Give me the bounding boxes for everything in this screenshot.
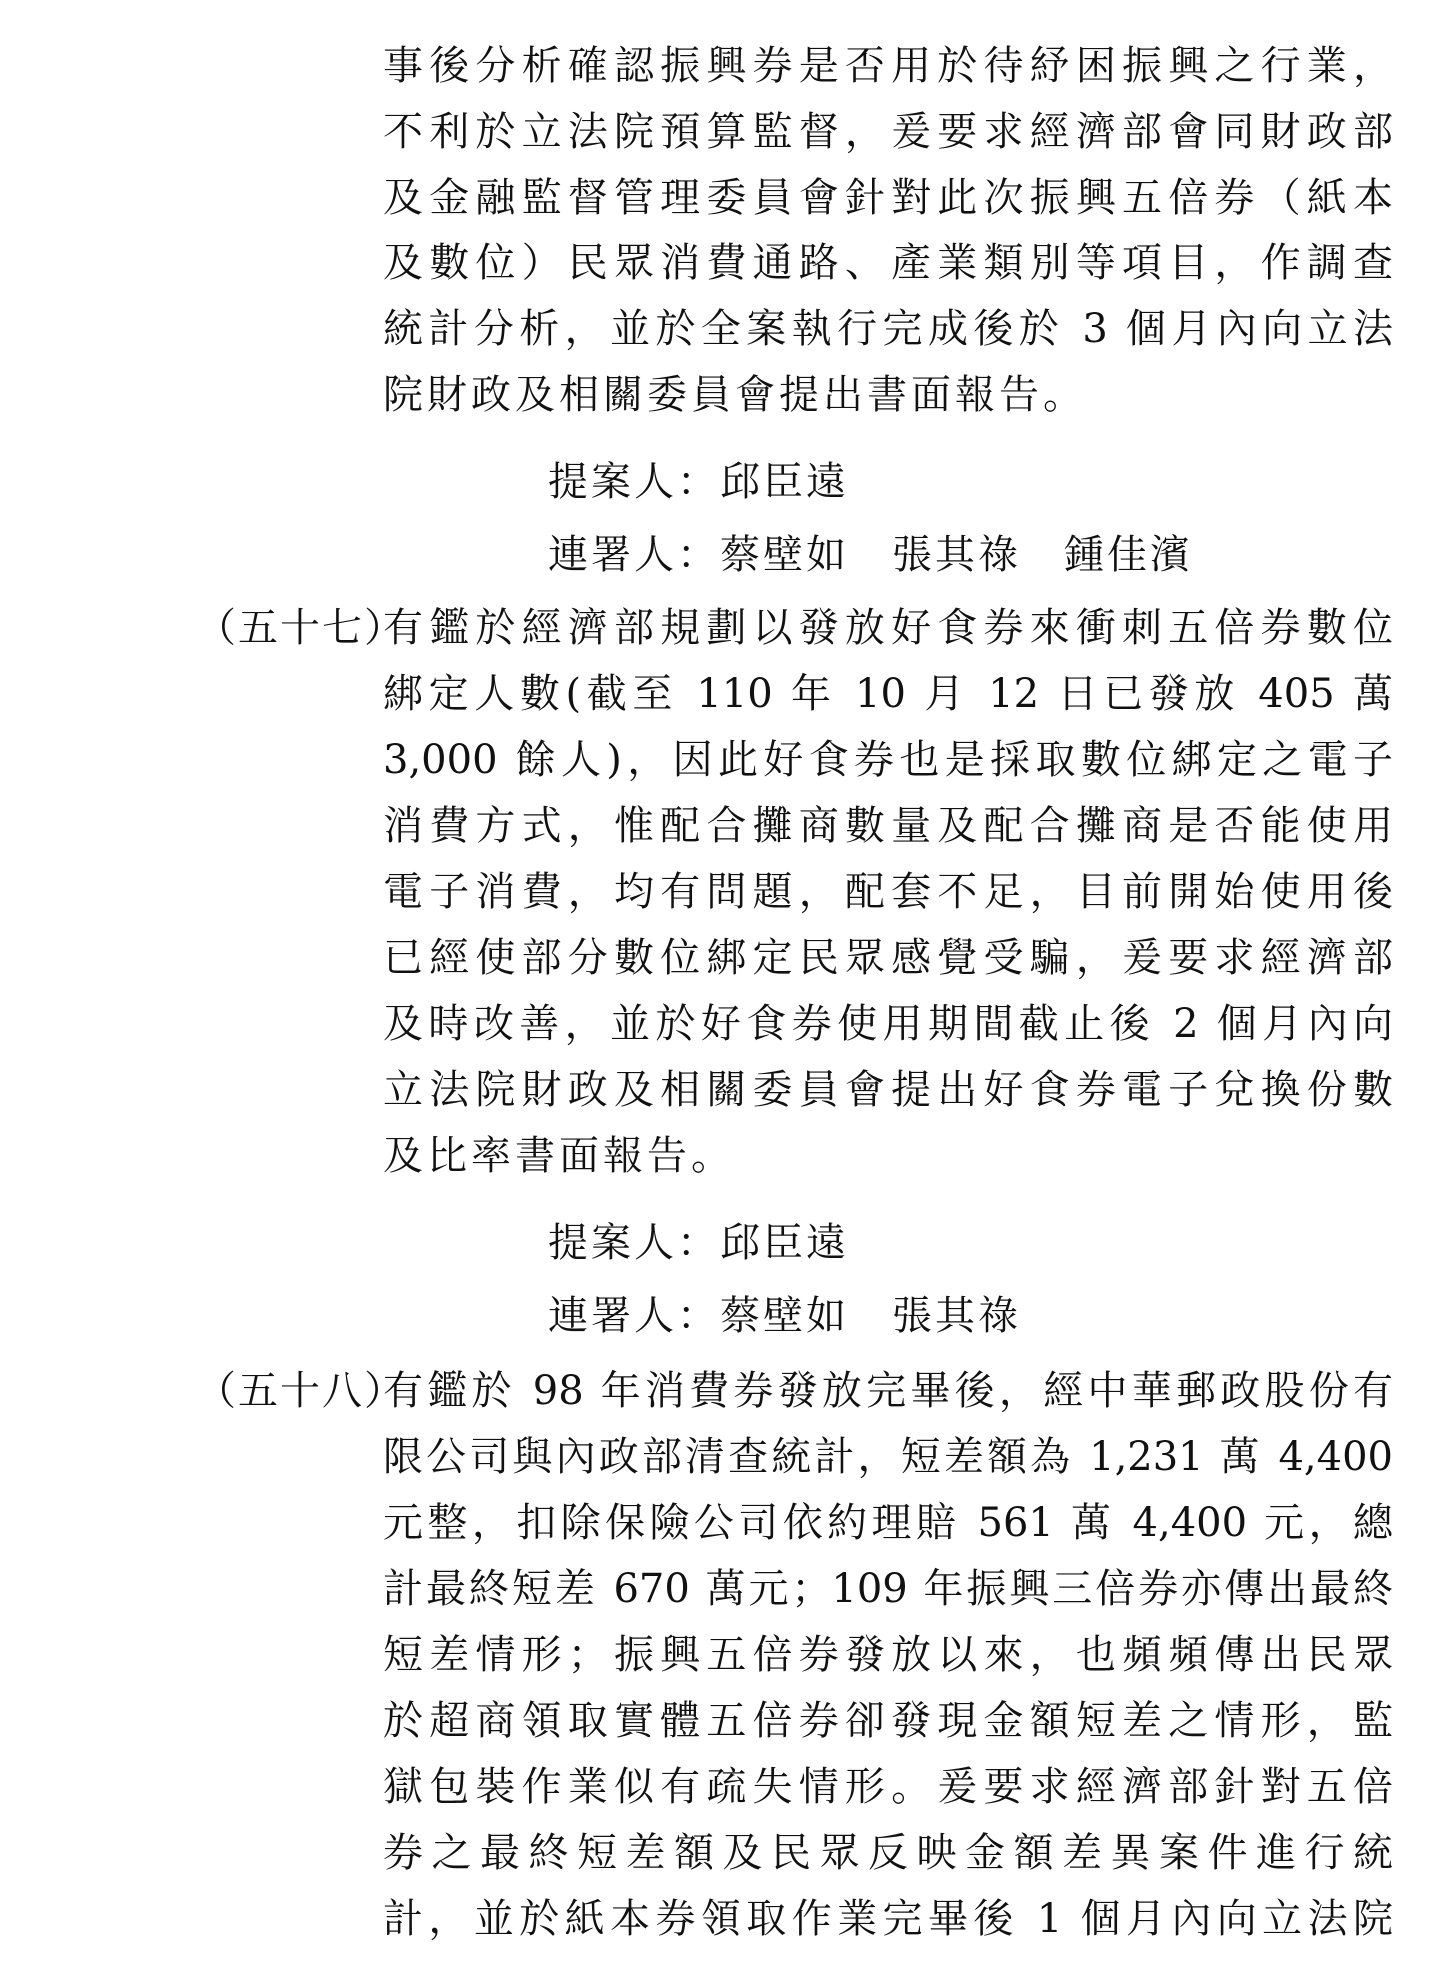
paragraph-line: 立法院財政及相關委員會提出好食券電子兌換份數 [383, 1067, 1393, 1113]
cosigner-line: 連署人：蔡壁如 張其祿 [548, 1293, 1021, 1339]
paragraph-line: 計最終短差 670 萬元；109 年振興三倍券亦傳出最終 [383, 1566, 1393, 1612]
paragraph-line: 計，並於紙本券領取作業完畢後 1 個月內向立法院 [383, 1896, 1393, 1942]
paragraph-line: 有鑑於經濟部規劃以發放好食券來衝刺五倍券數位 [383, 605, 1393, 651]
paragraph-line: 及數位）民眾消費通路、產業類別等項目，作調查 [383, 240, 1393, 286]
paragraph-line: 券之最終短差額及民眾反映金額差異案件進行統 [383, 1830, 1393, 1876]
paragraph-line: 電子消費，均有問題，配套不足，目前開始使用後 [383, 869, 1393, 915]
paragraph-line: 限公司與內政部清查統計，短差額為 1,231 萬 4,400 [383, 1434, 1393, 1480]
proposer-line: 提案人：邱臣遠 [548, 459, 849, 505]
paragraph-line: 不利於立法院預算監督，爰要求經濟部會同財政部 [383, 109, 1393, 155]
paragraph-line: 及金融監督管理委員會針對此次振興五倍券（紙本 [383, 175, 1393, 221]
paragraph-line: 有鑑於 98 年消費券發放完畢後，經中華郵政股份有 [383, 1368, 1393, 1414]
paragraph-line: 綁定人數(截至 110 年 10 月 12 日已發放 405 萬 [383, 671, 1393, 717]
paragraph-line: 及時改善，並於好食券使用期間截止後 2 個月內向 [383, 1001, 1393, 1047]
paragraph-line: 消費方式，惟配合攤商數量及配合攤商是否能使用 [383, 803, 1393, 849]
paragraph-line: 元整，扣除保險公司依約理賠 561 萬 4,400 元，總 [383, 1500, 1393, 1546]
paragraph-line: 院財政及相關委員會提出書面報告。 [383, 372, 1087, 418]
cosigner-line: 連署人：蔡壁如 張其祿 鍾佳濱 [548, 532, 1193, 578]
paragraph-line: 及比率書面報告。 [383, 1133, 735, 1179]
paragraph-line: 短差情形；振興五倍券發放以來，也頻頻傳出民眾 [383, 1632, 1393, 1678]
paragraph-line: 統計分析，並於全案執行完成後於 3 個月內向立法 [383, 306, 1393, 352]
paragraph-line: 已經使部分數位綁定民眾感覺受騙，爰要求經濟部 [383, 935, 1393, 981]
paragraph-line: 獄包裝作業似有疏失情形。爰要求經濟部針對五倍 [383, 1764, 1393, 1810]
paragraph-line: 事後分析確認振興券是否用於待紓困振興之行業， [383, 43, 1393, 89]
item-number: （五十七） [196, 605, 406, 651]
paragraph-line: 於超商領取實體五倍券卻發現金額短差之情形，監 [383, 1698, 1393, 1744]
item-number: （五十八） [196, 1368, 406, 1414]
proposer-line: 提案人：邱臣遠 [548, 1220, 849, 1266]
paragraph-line: 3,000 餘人)，因此好食券也是採取數位綁定之電子 [383, 737, 1393, 783]
